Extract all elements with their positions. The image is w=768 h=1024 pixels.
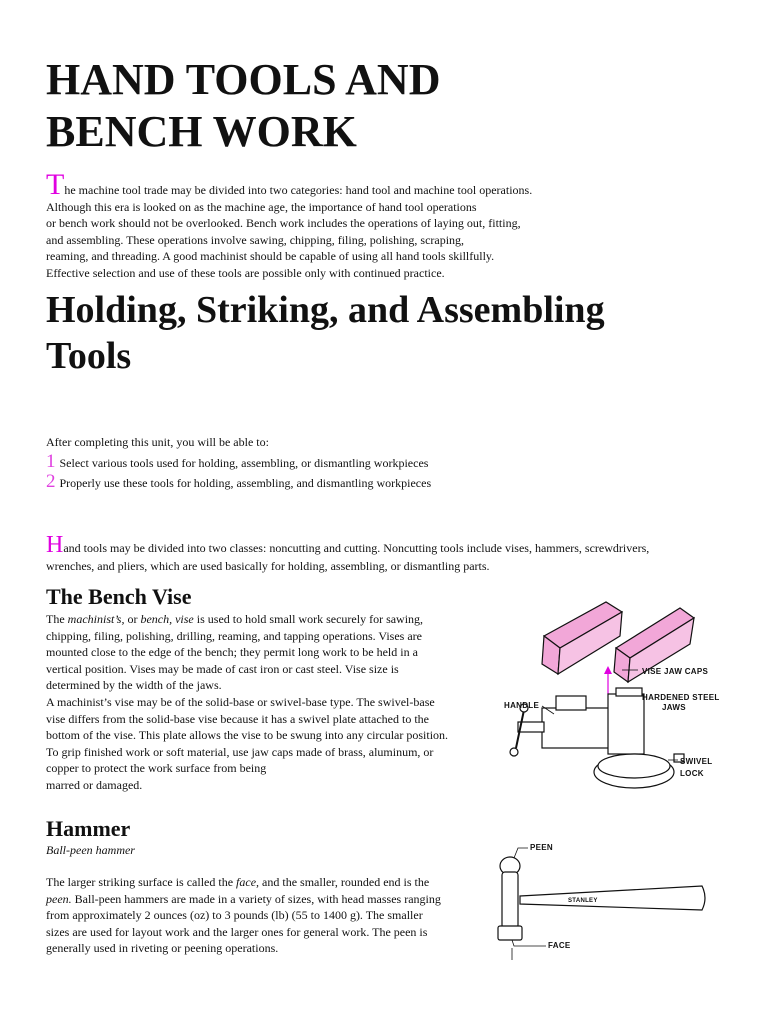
ball-peen-hammer-illustration (490, 836, 720, 968)
page-title: HAND TOOLS AND BENCH WORK (46, 55, 441, 156)
objective-item: 1 Select various tools used for holding, assembling, or dismantling workpieces (46, 450, 429, 472)
label-peen: PEEN (530, 843, 553, 852)
label-handle: HANDLE (504, 701, 540, 710)
label-lock: LOCK (680, 769, 704, 778)
hammer-paragraph: The larger striking surface is called the face, and the smaller, rounded end is the peen. Ball-peen hammers are made in a variety of sizes, with head masses ranging from approximately 2 ounces (oz) to 3 pounds (lb) (55 to 1400 g). The smaller sizes are used for layout work and the larger ones for general work. The peen is generally used in riveting or peening operations. (46, 875, 441, 956)
objective-item: 2 Properly use these tools for holding, assembling, and dismantling workpieces (46, 471, 432, 493)
tool-classes-paragraph: Hand tools may be divided into two classes: noncutting and cutting. Noncutting tools include vises, hammers, screwdrivers, wrenches, and pliers, which are used basically for holding, assembling, or dismantling parts. (46, 532, 650, 573)
objectives (46, 434, 431, 492)
bench-vise-illustration (498, 598, 724, 798)
label-jaws: JAWS (662, 703, 686, 712)
bench-vise-paragraph: The machinist’s, or bench, vise is used to hold small work securely for sawing, chipping, filing, polishing, drilling, reaming, and tapping operations. Vises are mounted close to the edge of the bench; they permit long work to be held in a vertical position. Vises may be made of cast iron or cast steel. Vise size is determined by the width of the jaws. A machinist’s vise may be of the solid-base or swivel-base type. The swivel-base vise differs from the solid-base vise because it has a swivel plate attached to the bottom of the vise. This plate allows the vise to be swung into any circular position. To grip finished work or soft material, use jaw caps made of brass, aluminum, or copper to protect the work surface from being marred or damaged. (46, 612, 449, 792)
label-hardened-steel: HARDENED STEEL (642, 693, 720, 702)
bench-vise-heading: The Bench Vise (46, 584, 192, 609)
hammer-brand: STANLEY (568, 898, 598, 904)
dropcap-h: H (46, 532, 64, 558)
hammer-caption: Ball-peen hammer (46, 843, 135, 857)
dropcap-t: T (46, 168, 65, 201)
hammer-heading: Hammer (46, 816, 131, 841)
intro-paragraph: The machine tool trade may be divided into two categories: hand tool and machine tool operations. Although this era is looked on as the machine age, the importance of hand tool operations or bench work should not be overlooked. Bench work includes the operations of laying out, fitting, and assembling. These operations involve sawing, chipping, filing, polishing, scraping, reaming, and threading. A good machinist should be capable of using all hand tools skillfully. Effective selection and use of these tools are possible only with continued practice. (46, 168, 533, 280)
label-face: FACE (548, 941, 571, 950)
objectives-intro: After completing this unit, you will be able to: (46, 435, 269, 449)
label-swivel: SWIVEL (680, 757, 713, 766)
section-title: Holding, Striking, and Assembling Tools (46, 289, 605, 377)
label-vise-jaw-caps: VISE JAW CAPS (642, 667, 709, 676)
